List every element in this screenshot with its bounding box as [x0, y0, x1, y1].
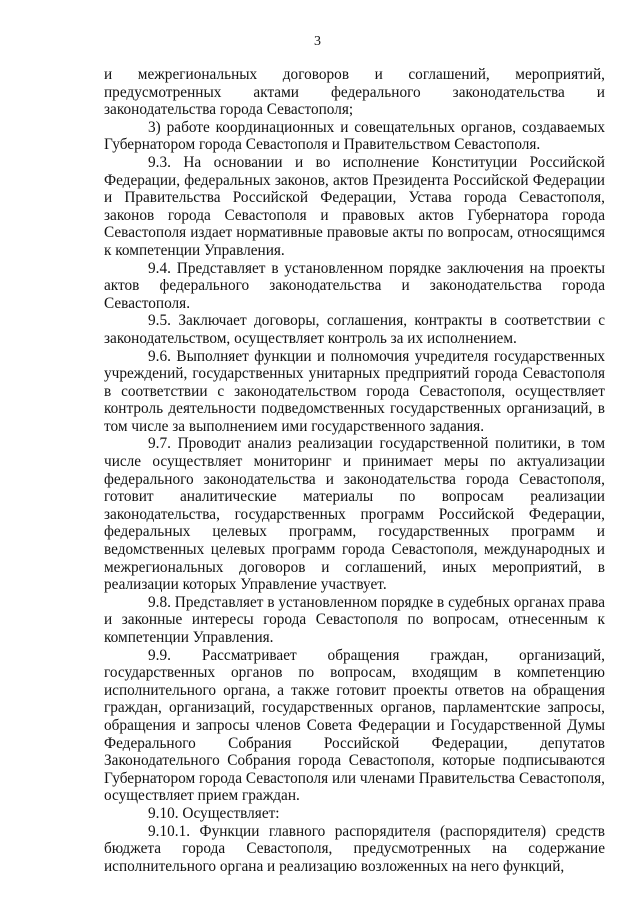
paragraph-9-8: 9.8. Представляет в установленном порядке в судебных органах права и законные интересы города Севастополя по вопросам, отнесенным к компетенции Управления.	[104, 593, 605, 646]
paragraph-9-6: 9.6. Выполняет функции и полномочия учредителя государственных учреждений, государственных унитарных предприятий города Севастополя в соответствии с законодательством города Севастополя, осуществляет контроль деятельности подведомственных государственных организаций, в том числе за выполнением ими государственного задания.	[104, 347, 605, 435]
paragraph-9-10-1: 9.10.1. Функции главного распорядителя (распорядителя) средств бюджета города Севастополя, предусмотренных на содержание исполнительного органа и реализацию возложенных на него функций,	[104, 822, 605, 875]
paragraph-item-3: 3) работе координационных и совещательных органов, создаваемых Губернатором города Севастополя и Правительством Севастополя.	[104, 118, 605, 154]
paragraph-9-9: 9.9. Рассматривает обращения граждан, организаций, государственных органов по вопросам, входящим в компетенцию исполнительного органа, а также готовит проекты ответов на обращения граждан, организаций, государственных органов, парламентские запросы, обращения и запросы членов Совета Федерации и Государственной Думы Федерального Собрания Российской Федерации, депутатов Законодательного Собрания города Севастополя, которые подписываются Губернатором города Севастополя или членами Правительства Севастополя, осуществляет прием граждан.	[104, 646, 605, 805]
paragraph-9-10: 9.10. Осуществляет:	[148, 804, 280, 822]
page-number: 3	[314, 34, 321, 49]
paragraph-9-5: 9.5. Заключает договоры, соглашения, контракты в соответствии с законодательством, осуществляет контроль за их исполнением.	[104, 312, 605, 347]
paragraph-9-4: 9.4. Представляет в установленном порядке заключения на проекты актов федерального законодательства и законодательства города Севастополя.	[104, 259, 605, 312]
paragraph-continuation: и межрегиональных договоров и соглашений, мероприятий, предусмотренных актами федерального законодательства и законодательства города Севастополя;	[104, 66, 605, 119]
document-body	[104, 66, 605, 875]
paragraph-9-3: 9.3. На основании и во исполнение Конституции Российской Федерации, федеральных законов, актов Президента Российской Федерации и Правительства Российской Федерации, Устава города Севастополя, законов города Севастополя и правовых актов Губернатора города Севастополя издает нормативные правовые акты по вопросам, относящимся к компетенции Управления.	[104, 153, 605, 259]
paragraph-9-7: 9.7. Проводит анализ реализации государственной политики, в том числе осуществляет мониторинг и принимает меры по актуализации федерального законодательства и законодательства города Севастополя, готовит аналитические материалы по вопросам реализации законодательства, государственных программ Российской Федерации, федеральных целевых программ, государственных программ и ведомственных целевых программ города Севастополя, международных и межрегиональных договоров и соглашений, иных мероприятий, в реализации которых Управление участвует.	[104, 435, 605, 594]
